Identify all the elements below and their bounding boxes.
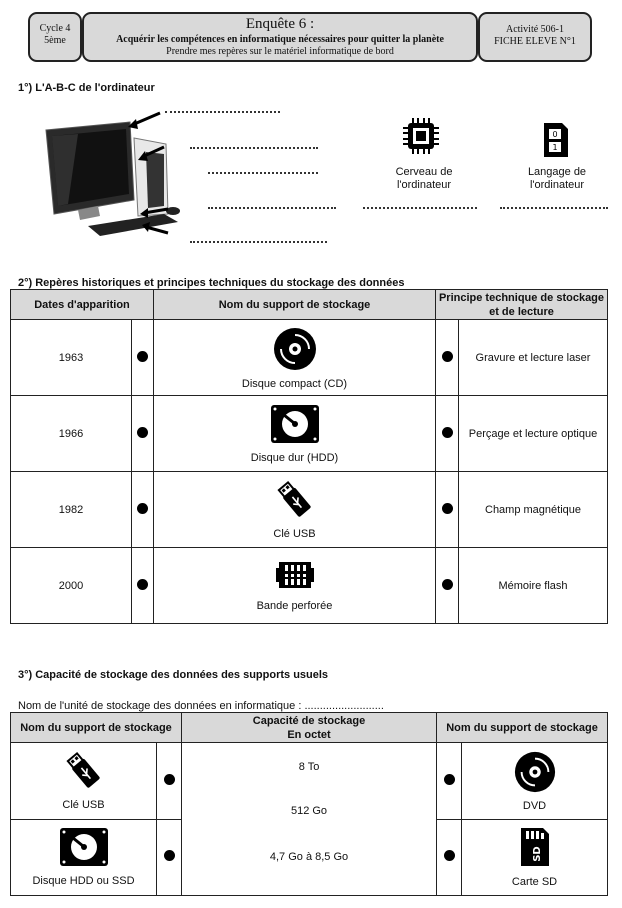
date-cell: 1963: [11, 320, 132, 396]
support-label: Clé USB: [273, 527, 316, 540]
sheet-label: FICHE ELEVE N°1: [494, 36, 576, 47]
support-cell: [154, 472, 436, 548]
support-cell: [11, 819, 157, 896]
hdd-icon: [59, 827, 109, 867]
col-header-support-left: Nom du support de stockage: [11, 713, 182, 743]
answer-line-mouse[interactable]: [208, 207, 336, 209]
svg-text:SD: SD: [531, 846, 543, 863]
link-dot[interactable]: [132, 472, 154, 548]
capacity-value: 512 Go: [290, 805, 328, 817]
col-header-support-right: Nom du support de stockage: [437, 713, 608, 743]
link-dot[interactable]: [132, 396, 154, 472]
punch-tape-icon: [275, 560, 315, 590]
usb-icon: [64, 751, 104, 791]
cd-icon: [272, 326, 318, 372]
answer-line-keyboard[interactable]: [190, 241, 327, 243]
table-row: [11, 743, 608, 820]
header-cycle-box: [28, 12, 82, 62]
header-level: 5ème: [44, 35, 66, 46]
section-3-title: 3°) Capacité de stockage des données des supports usuels: [18, 669, 329, 681]
table-row: [11, 396, 608, 472]
page-subtitle-2: Prendre mes repères sur le matériel informatique de bord: [166, 46, 394, 57]
header-title-box: [82, 12, 478, 62]
table-row: [11, 320, 608, 396]
support-label: DVD: [522, 799, 547, 812]
header-activity-box: [478, 12, 592, 62]
activity-number: Activité 506-1: [505, 24, 565, 35]
section-2-title: 2°) Repères historiques et principes techniques du stockage des données: [18, 277, 405, 289]
capacity-value: 8 To: [298, 761, 320, 773]
capacity-values-cell: [182, 743, 437, 896]
answer-line-tower[interactable]: [190, 147, 318, 149]
link-dot[interactable]: [436, 396, 459, 472]
link-dot[interactable]: [436, 320, 459, 396]
principle-cell: Perçage et lecture optique: [459, 396, 608, 472]
capacity-unit: En octet: [287, 728, 331, 741]
col-header-date: Dates d'apparition: [11, 290, 154, 320]
page-subtitle: Acquérir les compétences en informatique nécessaires pour quitter la planète: [116, 34, 444, 45]
link-dot[interactable]: [436, 548, 459, 624]
support-cell: [154, 396, 436, 472]
answer-line-code[interactable]: [500, 207, 608, 209]
unit-prompt[interactable]: Nom de l'unité de stockage des données en informatique : ..........................: [18, 700, 384, 712]
support-label: Disque dur (HDD): [250, 451, 339, 464]
support-cell: [462, 819, 608, 896]
cpu-label: Cerveau de l'ordinateur: [395, 166, 453, 191]
answer-line-cpu[interactable]: [363, 207, 477, 209]
link-dot[interactable]: [132, 320, 154, 396]
date-cell: 1966: [11, 396, 132, 472]
table-row: [11, 548, 608, 624]
col-header-support: Nom du support de stockage: [154, 290, 436, 320]
col-header-principle: Principe technique de stockage et de lecture: [436, 290, 608, 320]
dvd-icon: [513, 750, 557, 794]
date-cell: 1982: [11, 472, 132, 548]
section-1-title: 1°) L'A-B-C de l'ordinateur: [18, 82, 155, 94]
link-dot[interactable]: [157, 743, 182, 820]
sd-card-icon: [515, 826, 555, 868]
link-dot[interactable]: [132, 548, 154, 624]
answer-line-screen[interactable]: [165, 111, 280, 113]
link-dot[interactable]: [436, 472, 459, 548]
support-cell: [462, 743, 608, 820]
svg-text:0: 0: [552, 130, 558, 139]
principle-cell: Mémoire flash: [459, 548, 608, 624]
support-cell: [11, 743, 157, 820]
support-cell: [154, 548, 436, 624]
capacity-value: 4,7 Go à 8,5 Go: [269, 851, 349, 863]
page-title: Enquête 6 :: [245, 16, 315, 32]
storage-history-table: [10, 289, 608, 624]
hdd-icon: [270, 404, 320, 444]
support-label: Clé USB: [62, 798, 105, 811]
code-label: Langage de l'ordinateur: [527, 166, 587, 191]
link-dot[interactable]: [157, 819, 182, 896]
support-label: Carte SD: [511, 876, 558, 889]
principle-cell: Gravure et lecture laser: [459, 320, 608, 396]
svg-text:1: 1: [552, 143, 558, 152]
support-label: Bande perforée: [256, 599, 333, 612]
link-dot[interactable]: [437, 743, 462, 820]
principle-cell: Champ magnétique: [459, 472, 608, 548]
capacity-table: [10, 712, 608, 896]
support-label: Disque HDD ou SSD: [32, 875, 135, 888]
header-cycle: Cycle 4: [39, 23, 71, 34]
callout-arrows: [120, 105, 180, 245]
support-label: Disque compact (CD): [241, 377, 348, 390]
col-header-capacity: [182, 713, 437, 743]
link-dot[interactable]: [437, 819, 462, 896]
table-row: [11, 472, 608, 548]
usb-icon: [275, 480, 315, 520]
code-file-icon: [540, 121, 572, 159]
answer-line-unit[interactable]: [208, 172, 318, 174]
capacity-title: Capacité de stockage: [252, 714, 366, 727]
cpu-chip-icon: [401, 116, 441, 156]
support-cell: [154, 320, 436, 396]
date-cell: 2000: [11, 548, 132, 624]
